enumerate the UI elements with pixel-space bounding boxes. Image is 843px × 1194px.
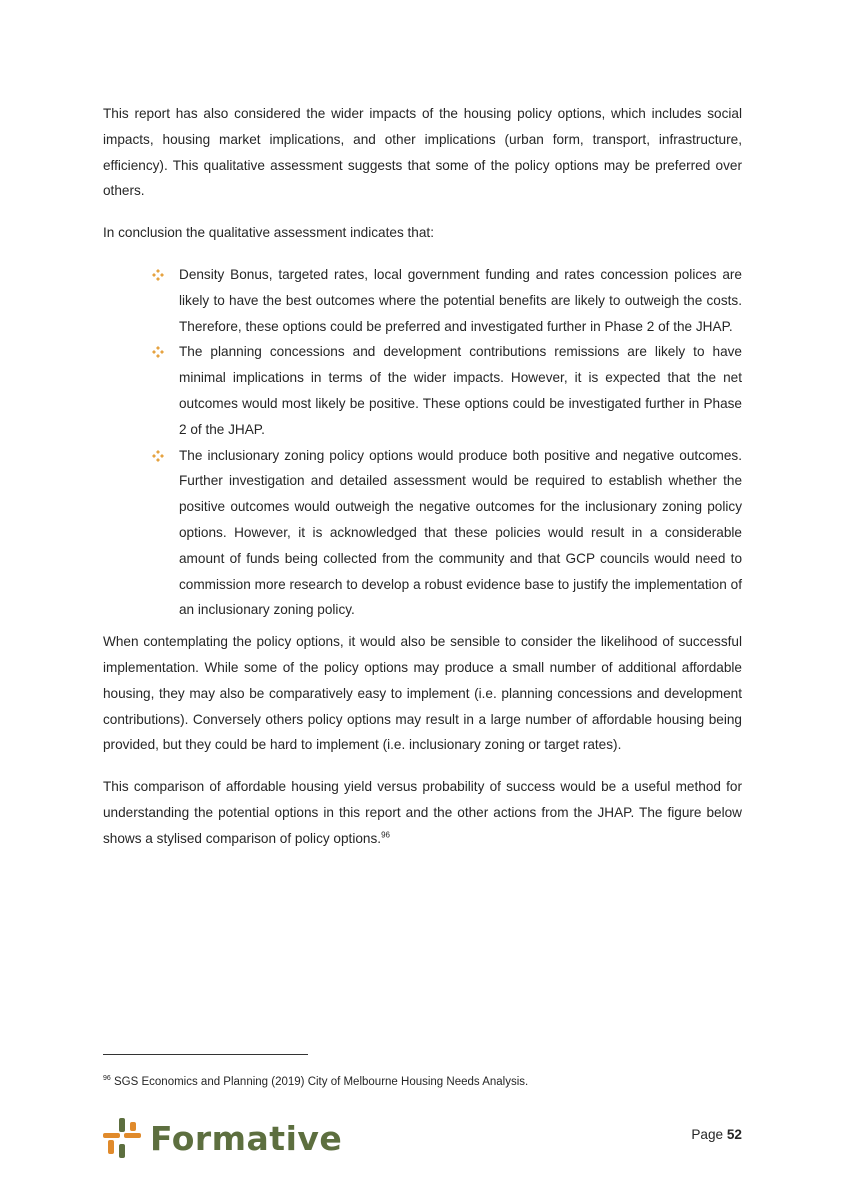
paragraph-conclusion-intro: In conclusion the qualitative assessment indicates that: bbox=[103, 225, 434, 241]
paragraph-wider-impacts: This report has also considered the wider impacts of the housing policy options, which includes social impacts, housing market implications, and other implications (urban form, transport, infrastructure, efficiency). This qualitative assessment suggests that some of the policy options may be preferred over others. bbox=[103, 106, 742, 199]
list-item bbox=[103, 339, 742, 442]
paragraph-comparison-text: This comparison of affordable housing yield versus probability of success would be a useful method for understanding the potential options in this report and the other actions from the JHAP. The figure below shows a stylised comparison of policy options. bbox=[103, 779, 742, 846]
bullet-text: Density Bonus, targeted rates, local government funding and rates concession polices are likely to have the best outcomes where the potential benefits are likely to outweigh the costs. Therefore, these options could be preferred and investigated further in Phase 2 of the JHAP. bbox=[179, 266, 742, 334]
footnote-number: 96 bbox=[103, 1075, 111, 1083]
formative-logo-text: Formative bbox=[150, 1118, 343, 1158]
page-body bbox=[103, 101, 742, 852]
footnote-divider bbox=[103, 1054, 308, 1055]
paragraph-comparison bbox=[103, 774, 742, 851]
formative-logo-icon bbox=[103, 1118, 141, 1158]
conclusion-bullet-list bbox=[103, 262, 742, 623]
list-item bbox=[103, 262, 742, 339]
footnote bbox=[103, 1076, 528, 1088]
diamond-bullet-icon bbox=[152, 450, 164, 462]
page-label: Page bbox=[691, 1127, 724, 1142]
paragraph-implementation: When contemplating the policy options, it would also be sensible to consider the likelihood of successful implementation. While some of the policy options may produce a small number of additional affordable housing, they may also be comparatively easy to implement (i.e. planning concessions and development contributions). Conversely others policy options may result in a large number of affordable housing being provided, but they could be hard to implement (i.e. inclusionary zoning or target rates). bbox=[103, 634, 742, 753]
formative-logo bbox=[103, 1116, 342, 1160]
page-number-value: 52 bbox=[726, 1127, 742, 1142]
diamond-bullet-icon bbox=[152, 346, 164, 358]
list-item bbox=[103, 443, 742, 624]
bullet-text: The planning concessions and development contributions remissions are likely to have minimal implications in terms of the wider impacts. However, it is expected that the net outcomes would most likely be positive. These options could be investigated further in Phase 2 of the JHAP. bbox=[179, 344, 742, 437]
page-number bbox=[691, 1127, 742, 1142]
diamond-bullet-icon bbox=[152, 269, 164, 281]
bullet-text: The inclusionary zoning policy options would produce both positive and negative outcomes. Further investigation and detailed assessment would be required to establish whether the positive outcomes would outweigh the negative outcomes for the inclusionary zoning policy options. However, it is acknowledged that these policies would result in a considerable amount of funds being collected from the community and that GCP councils would need to commission more research to develop a robust evidence base to justify the implementation of an inclusionary zoning policy. bbox=[179, 447, 742, 618]
footnote-text: SGS Economics and Planning (2019) City of Melbourne Housing Needs Analysis. bbox=[114, 1076, 529, 1088]
footnote-reference[interactable]: 96 bbox=[381, 830, 390, 840]
